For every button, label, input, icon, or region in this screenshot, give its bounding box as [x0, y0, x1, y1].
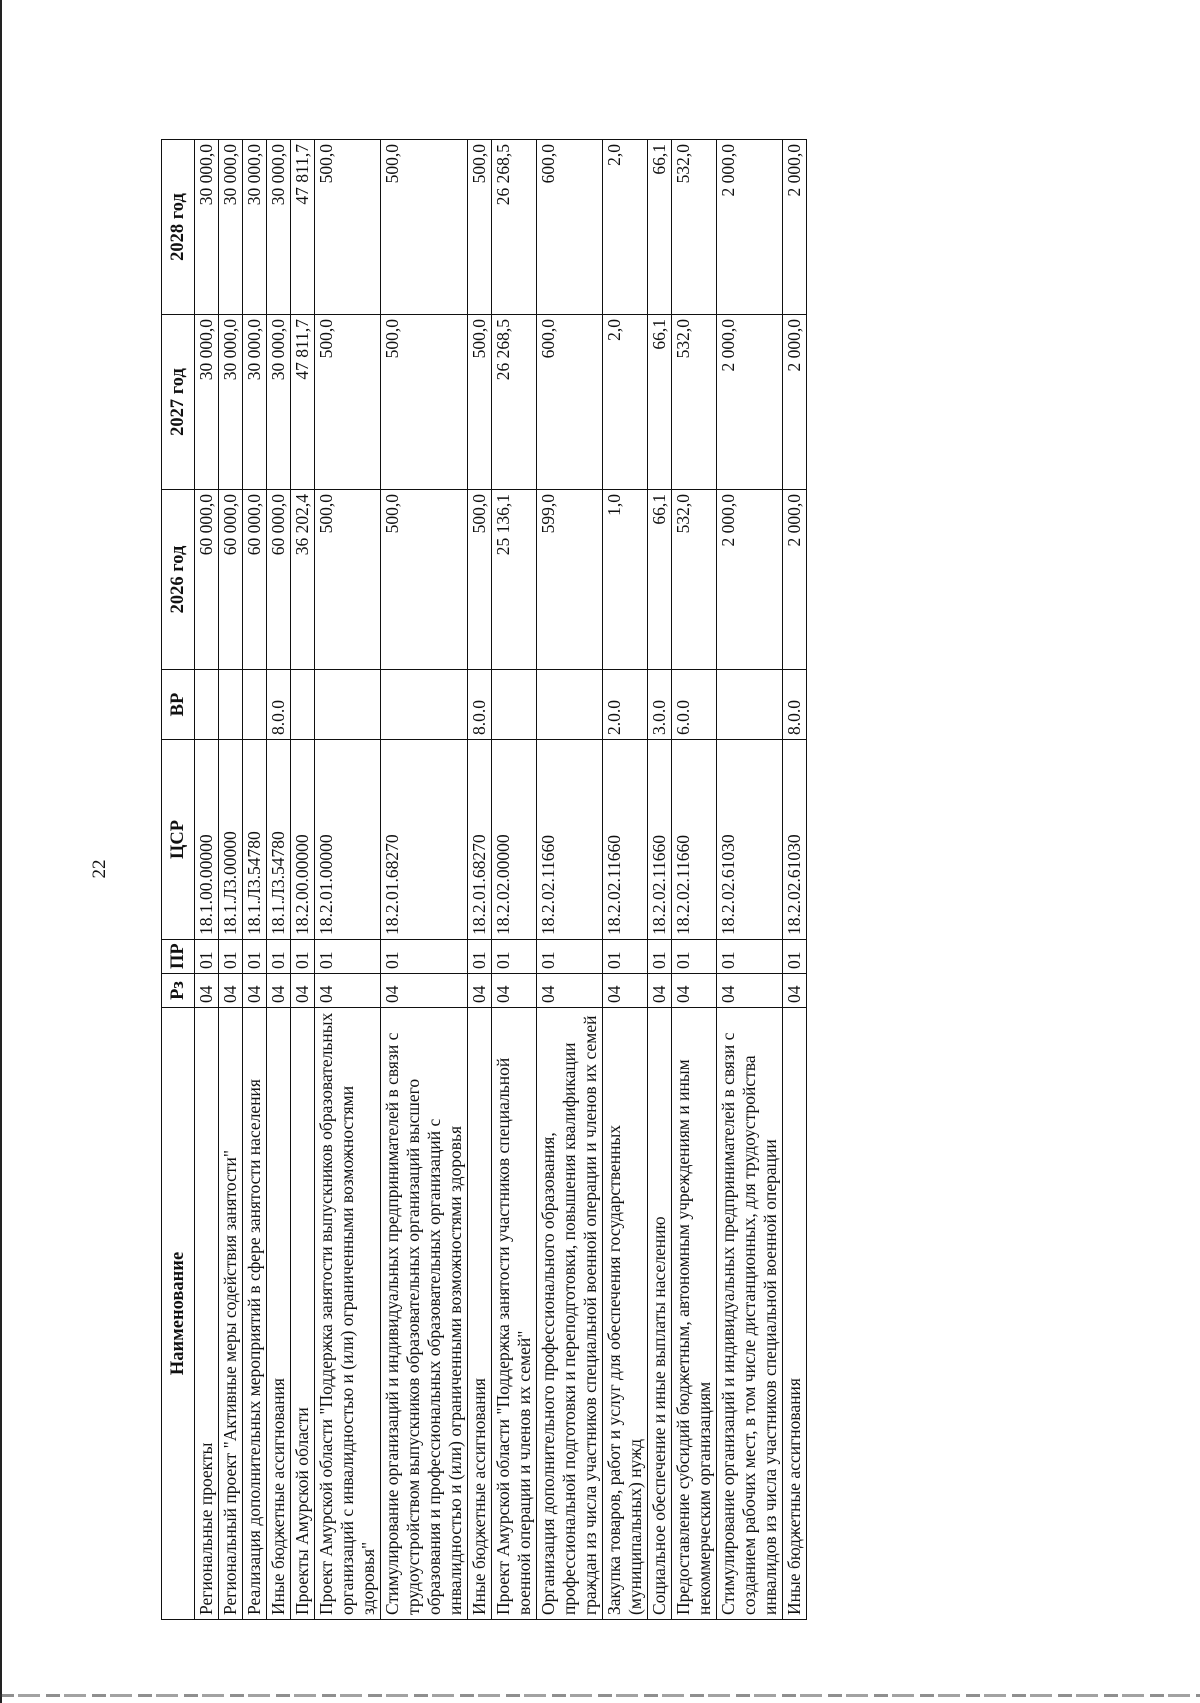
cell-name: Закупка товаров, работ и услуг для обеспечения государственных (муниципальных) нужд [603, 1008, 648, 1620]
cell-y2028: 30 000,0 [195, 140, 219, 315]
cell-pr: 01 [537, 940, 603, 974]
cell-y2026: 36 202,4 [291, 490, 315, 670]
cell-y2027: 30 000,0 [219, 315, 243, 490]
cell-y2027: 30 000,0 [267, 315, 291, 490]
cell-csr: 18.2.02.00000 [492, 740, 537, 940]
cell-vr [537, 670, 603, 740]
cell-y2028: 2 000,0 [717, 140, 783, 315]
cell-y2028: 30 000,0 [243, 140, 267, 315]
cell-vr: 8.0.0 [468, 670, 492, 740]
table-row [291, 140, 315, 1620]
cell-csr: 18.1.Л3.54780 [243, 740, 267, 940]
cell-y2027: 2,0 [603, 315, 648, 490]
cell-vr [492, 670, 537, 740]
rotated-page [161, 140, 1200, 1620]
cell-y2028: 500,0 [468, 140, 492, 315]
cell-pr: 01 [195, 940, 219, 974]
cell-vr [717, 670, 783, 740]
cell-vr [195, 670, 219, 740]
cell-pr: 01 [783, 940, 807, 974]
cell-name: Организация дополнительного профессионального образования, профессиональной подготовки и переподготовки, повышения квалификации граждан из числа участников специальной военной операции и членов их семей [537, 1008, 603, 1620]
cell-y2028: 2 000,0 [783, 140, 807, 315]
table-row [315, 140, 381, 1620]
table-row [267, 140, 291, 1620]
table-row [243, 140, 267, 1620]
cell-name: Стимулирование организаций и индивидуальных предпринимателей в связи с созданием рабочих мест, в том числе дистанционных, для трудоустройства инвалидов из числа участников специальной военной операции [717, 1008, 783, 1620]
cell-y2028: 500,0 [315, 140, 381, 315]
cell-vr [243, 670, 267, 740]
cell-pr: 01 [468, 940, 492, 974]
header-2026: 2026 год [162, 490, 195, 670]
cell-pr: 01 [381, 940, 468, 974]
cell-name: Проект Амурской области "Поддержка занятости выпускников образовательных организаций с инвалидностью и (или) ограниченными возможностями здоровья" [315, 1008, 381, 1620]
cell-rz: 04 [195, 974, 219, 1008]
cell-csr: 18.2.02.11660 [603, 740, 648, 940]
cell-y2028: 2,0 [603, 140, 648, 315]
cell-rz: 04 [648, 974, 672, 1008]
cell-name: Проекты Амурской области [291, 1008, 315, 1620]
cell-pr: 01 [315, 940, 381, 974]
cell-y2027: 2 000,0 [783, 315, 807, 490]
cell-rz: 04 [291, 974, 315, 1008]
cell-name: Иные бюджетные ассигнования [468, 1008, 492, 1620]
cell-name: Стимулирование организаций и индивидуальных предпринимателей в связи с трудоустройством выпускников образовательных организаций высшего образования и профессиональных образовательных организаций с инвалидностью и (или) ограниченными возможностями здоровья [381, 1008, 468, 1620]
cell-y2027: 66,1 [648, 315, 672, 490]
cell-vr: 2.0.0 [603, 670, 648, 740]
cell-vr [219, 670, 243, 740]
budget-table [161, 139, 807, 1620]
cell-pr: 01 [219, 940, 243, 974]
cell-rz: 04 [717, 974, 783, 1008]
table-row [195, 140, 219, 1620]
cell-y2028: 500,0 [381, 140, 468, 315]
cell-y2028: 26 268,5 [492, 140, 537, 315]
cell-rz: 04 [315, 974, 381, 1008]
cell-y2026: 500,0 [381, 490, 468, 670]
cell-csr: 18.1.Л3.54780 [267, 740, 291, 940]
table-row [783, 140, 807, 1620]
cell-pr: 01 [291, 940, 315, 974]
cell-rz: 04 [672, 974, 717, 1008]
cell-name: Реализация дополнительных мероприятий в сфере занятости населения [243, 1008, 267, 1620]
scan-bottom-edge [0, 1694, 1200, 1697]
cell-y2026: 60 000,0 [267, 490, 291, 670]
cell-vr [381, 670, 468, 740]
cell-name: Иные бюджетные ассигнования [267, 1008, 291, 1620]
header-rz: Рз [162, 974, 195, 1008]
cell-vr: 3.0.0 [648, 670, 672, 740]
table-row [381, 140, 468, 1620]
cell-y2026: 60 000,0 [243, 490, 267, 670]
cell-csr: 18.2.02.61030 [783, 740, 807, 940]
cell-vr: 8.0.0 [783, 670, 807, 740]
cell-pr: 01 [672, 940, 717, 974]
table-row [537, 140, 603, 1620]
cell-rz: 04 [381, 974, 468, 1008]
cell-y2026: 25 136,1 [492, 490, 537, 670]
cell-vr: 8.0.0 [267, 670, 291, 740]
cell-csr: 18.2.01.68270 [468, 740, 492, 940]
cell-csr: 18.2.01.00000 [315, 740, 381, 940]
cell-y2027: 30 000,0 [195, 315, 219, 490]
cell-csr: 18.1.00.00000 [195, 740, 219, 940]
cell-rz: 04 [219, 974, 243, 1008]
cell-y2027: 26 268,5 [492, 315, 537, 490]
table-row [648, 140, 672, 1620]
header-name: Наименование [162, 1008, 195, 1620]
table-body [195, 140, 807, 1620]
cell-y2027: 600,0 [537, 315, 603, 490]
table-row [603, 140, 648, 1620]
cell-rz: 04 [492, 974, 537, 1008]
cell-y2026: 500,0 [315, 490, 381, 670]
cell-y2026: 60 000,0 [219, 490, 243, 670]
cell-csr: 18.2.01.68270 [381, 740, 468, 940]
cell-csr: 18.1.Л3.00000 [219, 740, 243, 940]
header-pr: ПР [162, 940, 195, 974]
cell-y2027: 47 811,7 [291, 315, 315, 490]
cell-name: Региональные проекты [195, 1008, 219, 1620]
cell-y2028: 30 000,0 [267, 140, 291, 315]
page-number: 22 [89, 859, 110, 879]
cell-y2028: 66,1 [648, 140, 672, 315]
cell-y2026: 66,1 [648, 490, 672, 670]
cell-y2028: 30 000,0 [219, 140, 243, 315]
table-row [219, 140, 243, 1620]
cell-pr: 01 [492, 940, 537, 974]
cell-y2026: 2 000,0 [783, 490, 807, 670]
cell-csr: 18.2.02.61030 [717, 740, 783, 940]
cell-y2028: 600,0 [537, 140, 603, 315]
table-header-row [162, 140, 195, 1620]
cell-csr: 18.2.02.11660 [672, 740, 717, 940]
cell-y2027: 500,0 [468, 315, 492, 490]
cell-name: Предоставление субсидий бюджетным, автономным учреждениям и иным некоммерческим организациям [672, 1008, 717, 1620]
cell-y2027: 500,0 [381, 315, 468, 490]
cell-pr: 01 [648, 940, 672, 974]
cell-y2027: 2 000,0 [717, 315, 783, 490]
cell-y2026: 1,0 [603, 490, 648, 670]
table-row [672, 140, 717, 1620]
table-row [468, 140, 492, 1620]
cell-rz: 04 [783, 974, 807, 1008]
cell-pr: 01 [243, 940, 267, 974]
cell-name: Проект Амурской области "Поддержка занятости участников специальной военной операции и членов их семей" [492, 1008, 537, 1620]
cell-y2027: 30 000,0 [243, 315, 267, 490]
cell-y2027: 500,0 [315, 315, 381, 490]
cell-vr [315, 670, 381, 740]
table-row [717, 140, 783, 1620]
cell-y2026: 500,0 [468, 490, 492, 670]
cell-y2026: 60 000,0 [195, 490, 219, 670]
cell-name: Иные бюджетные ассигнования [783, 1008, 807, 1620]
cell-name: Региональный проект "Активные меры содействия занятости" [219, 1008, 243, 1620]
cell-y2028: 532,0 [672, 140, 717, 315]
cell-rz: 04 [243, 974, 267, 1008]
cell-rz: 04 [537, 974, 603, 1008]
cell-vr: 6.0.0 [672, 670, 717, 740]
cell-rz: 04 [468, 974, 492, 1008]
cell-y2026: 532,0 [672, 490, 717, 670]
header-csr: ЦСР [162, 740, 195, 940]
scan-left-edge [0, 0, 2, 1703]
header-2027: 2027 год [162, 315, 195, 490]
cell-rz: 04 [603, 974, 648, 1008]
cell-pr: 01 [267, 940, 291, 974]
cell-rz: 04 [267, 974, 291, 1008]
cell-y2027: 532,0 [672, 315, 717, 490]
header-2028: 2028 год [162, 140, 195, 315]
cell-csr: 18.2.00.00000 [291, 740, 315, 940]
cell-y2026: 2 000,0 [717, 490, 783, 670]
header-vr: ВР [162, 670, 195, 740]
cell-csr: 18.2.02.11660 [648, 740, 672, 940]
cell-y2028: 47 811,7 [291, 140, 315, 315]
table-row [492, 140, 537, 1620]
cell-vr [291, 670, 315, 740]
cell-name: Социальное обеспечение и иные выплаты населению [648, 1008, 672, 1620]
cell-csr: 18.2.02.11660 [537, 740, 603, 940]
cell-pr: 01 [717, 940, 783, 974]
cell-pr: 01 [603, 940, 648, 974]
cell-y2026: 599,0 [537, 490, 603, 670]
